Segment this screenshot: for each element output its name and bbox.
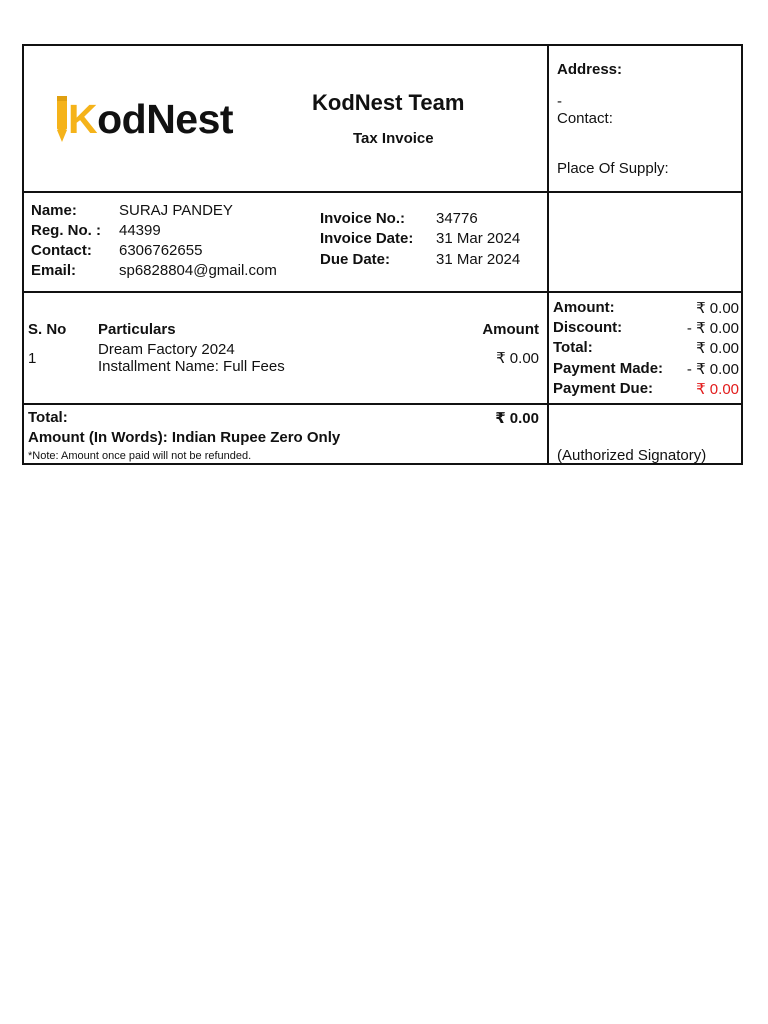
invoice-date-label: Invoice Date:: [320, 230, 414, 247]
item-particular-line2: Installment Name: Full Fees: [98, 358, 285, 375]
name-label: Name:: [31, 202, 77, 219]
invoice-date-value: 31 Mar 2024: [436, 230, 521, 247]
amount-in-words: Amount (In Words): Indian Rupee Zero Only: [28, 429, 341, 446]
place-of-supply-label: Place Of Supply:: [557, 160, 669, 177]
footer-total-value: ₹ 0.00: [495, 410, 539, 427]
name-value: SURAJ PANDEY: [119, 202, 233, 219]
due-date-label: Due Date:: [320, 251, 391, 268]
row-divider-details: [24, 291, 741, 293]
summary-discount-label: Discount:: [553, 319, 623, 336]
logo-letters: odNest: [97, 96, 234, 142]
sno-header: S. No: [28, 321, 67, 338]
contact-value: 6306762655: [119, 242, 203, 259]
amount-header: Amount: [482, 321, 539, 338]
summary-payment-due-value: ₹ 0.00: [696, 381, 739, 398]
row-divider-items: [24, 403, 741, 405]
authorized-signatory: (Authorized Signatory): [557, 447, 707, 464]
email-label: Email:: [31, 262, 77, 279]
document-type: Tax Invoice: [353, 130, 434, 147]
contact-label-student: Contact:: [31, 242, 92, 259]
footer-total-label: Total:: [28, 409, 68, 426]
reg-no-label: Reg. No. :: [31, 222, 101, 239]
summary-amount-label: Amount:: [553, 299, 615, 316]
refund-note: *Note: Amount once paid will not be refunded.: [28, 450, 252, 462]
summary-total-value: ₹ 0.00: [696, 340, 739, 357]
address-label: Address:: [557, 61, 623, 78]
invoice-no-value: 34776: [436, 210, 478, 227]
logo-wordmark: [68, 94, 233, 144]
item-particular-line1: Dream Factory 2024: [98, 341, 235, 358]
contact-label: Contact:: [557, 110, 613, 127]
item-amount: ₹ 0.00: [496, 350, 539, 367]
summary-payment-due-label: Payment Due:: [553, 380, 654, 397]
summary-payment-made-value: - ₹ 0.00: [686, 361, 739, 378]
due-date-value: 31 Mar 2024: [436, 251, 521, 268]
address-value: -: [557, 93, 562, 110]
invoice-sheet: [22, 44, 743, 465]
email-value: sp6828804@gmail.com: [119, 262, 277, 279]
company-name: KodNest Team: [312, 90, 465, 115]
summary-total-label: Total:: [553, 339, 593, 356]
item-sno: 1: [28, 350, 37, 367]
summary-discount-value: - ₹ 0.00: [686, 320, 739, 337]
reg-no-value: 44399: [119, 222, 161, 239]
particulars-header: Particulars: [98, 321, 176, 338]
logo-letter-k: K: [68, 96, 98, 142]
summary-payment-made-label: Payment Made:: [553, 360, 664, 377]
row-divider-header: [24, 191, 741, 193]
invoice-no-label: Invoice No.:: [320, 210, 406, 227]
kodnest-logo: [52, 90, 242, 144]
summary-amount-value: ₹ 0.00: [696, 300, 739, 317]
